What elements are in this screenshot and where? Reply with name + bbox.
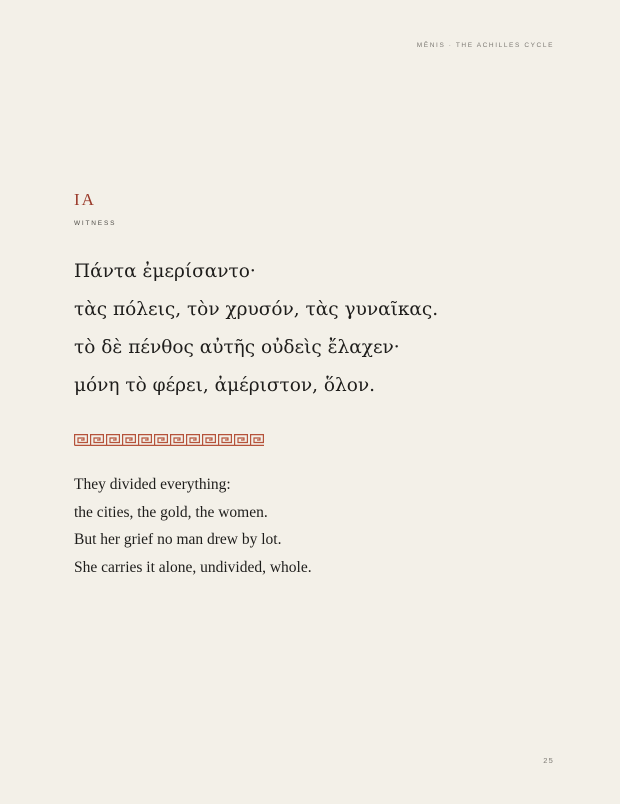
meander-unit <box>139 435 155 446</box>
english-line: But her grief no man drew by lot. <box>74 531 282 548</box>
running-header: MĒNIS · THE ACHILLES CYCLE <box>416 42 554 49</box>
meander-unit <box>75 435 91 446</box>
meander-unit <box>203 435 219 446</box>
meander-unit <box>251 435 264 446</box>
greek-line: τὸ δὲ πένθος αὐτῆς οὐδεὶς ἔλαχεν· <box>74 337 400 358</box>
meander-unit <box>235 435 251 446</box>
section-title: WITNESS <box>74 220 117 227</box>
english-line: They divided everything: <box>74 476 231 493</box>
section-number: IA <box>74 190 96 209</box>
greek-line: Πάντα ἐμερίσαντο· <box>74 261 256 282</box>
greek-verse <box>74 256 438 408</box>
english-line: She carries it alone, undivided, whole. <box>74 558 312 576</box>
meander-unit <box>91 435 107 446</box>
meander-unit <box>187 435 203 446</box>
meander-unit <box>155 435 171 446</box>
english-line: the cities, the gold, the women. <box>74 503 268 521</box>
meander-unit <box>219 435 235 446</box>
meander-unit <box>107 435 123 446</box>
english-translation <box>74 473 312 583</box>
meander-unit <box>123 435 139 446</box>
meander-unit <box>171 435 187 446</box>
greek-line: μόνη τὸ φέρει, ἀμέριστον, ὅλον. <box>74 375 376 396</box>
greek-key-ornament <box>74 434 264 446</box>
greek-line: τὰς πόλεις, τὸν χρυσόν, τὰς γυναῖκας. <box>74 299 439 320</box>
page-number: 25 <box>543 756 554 765</box>
